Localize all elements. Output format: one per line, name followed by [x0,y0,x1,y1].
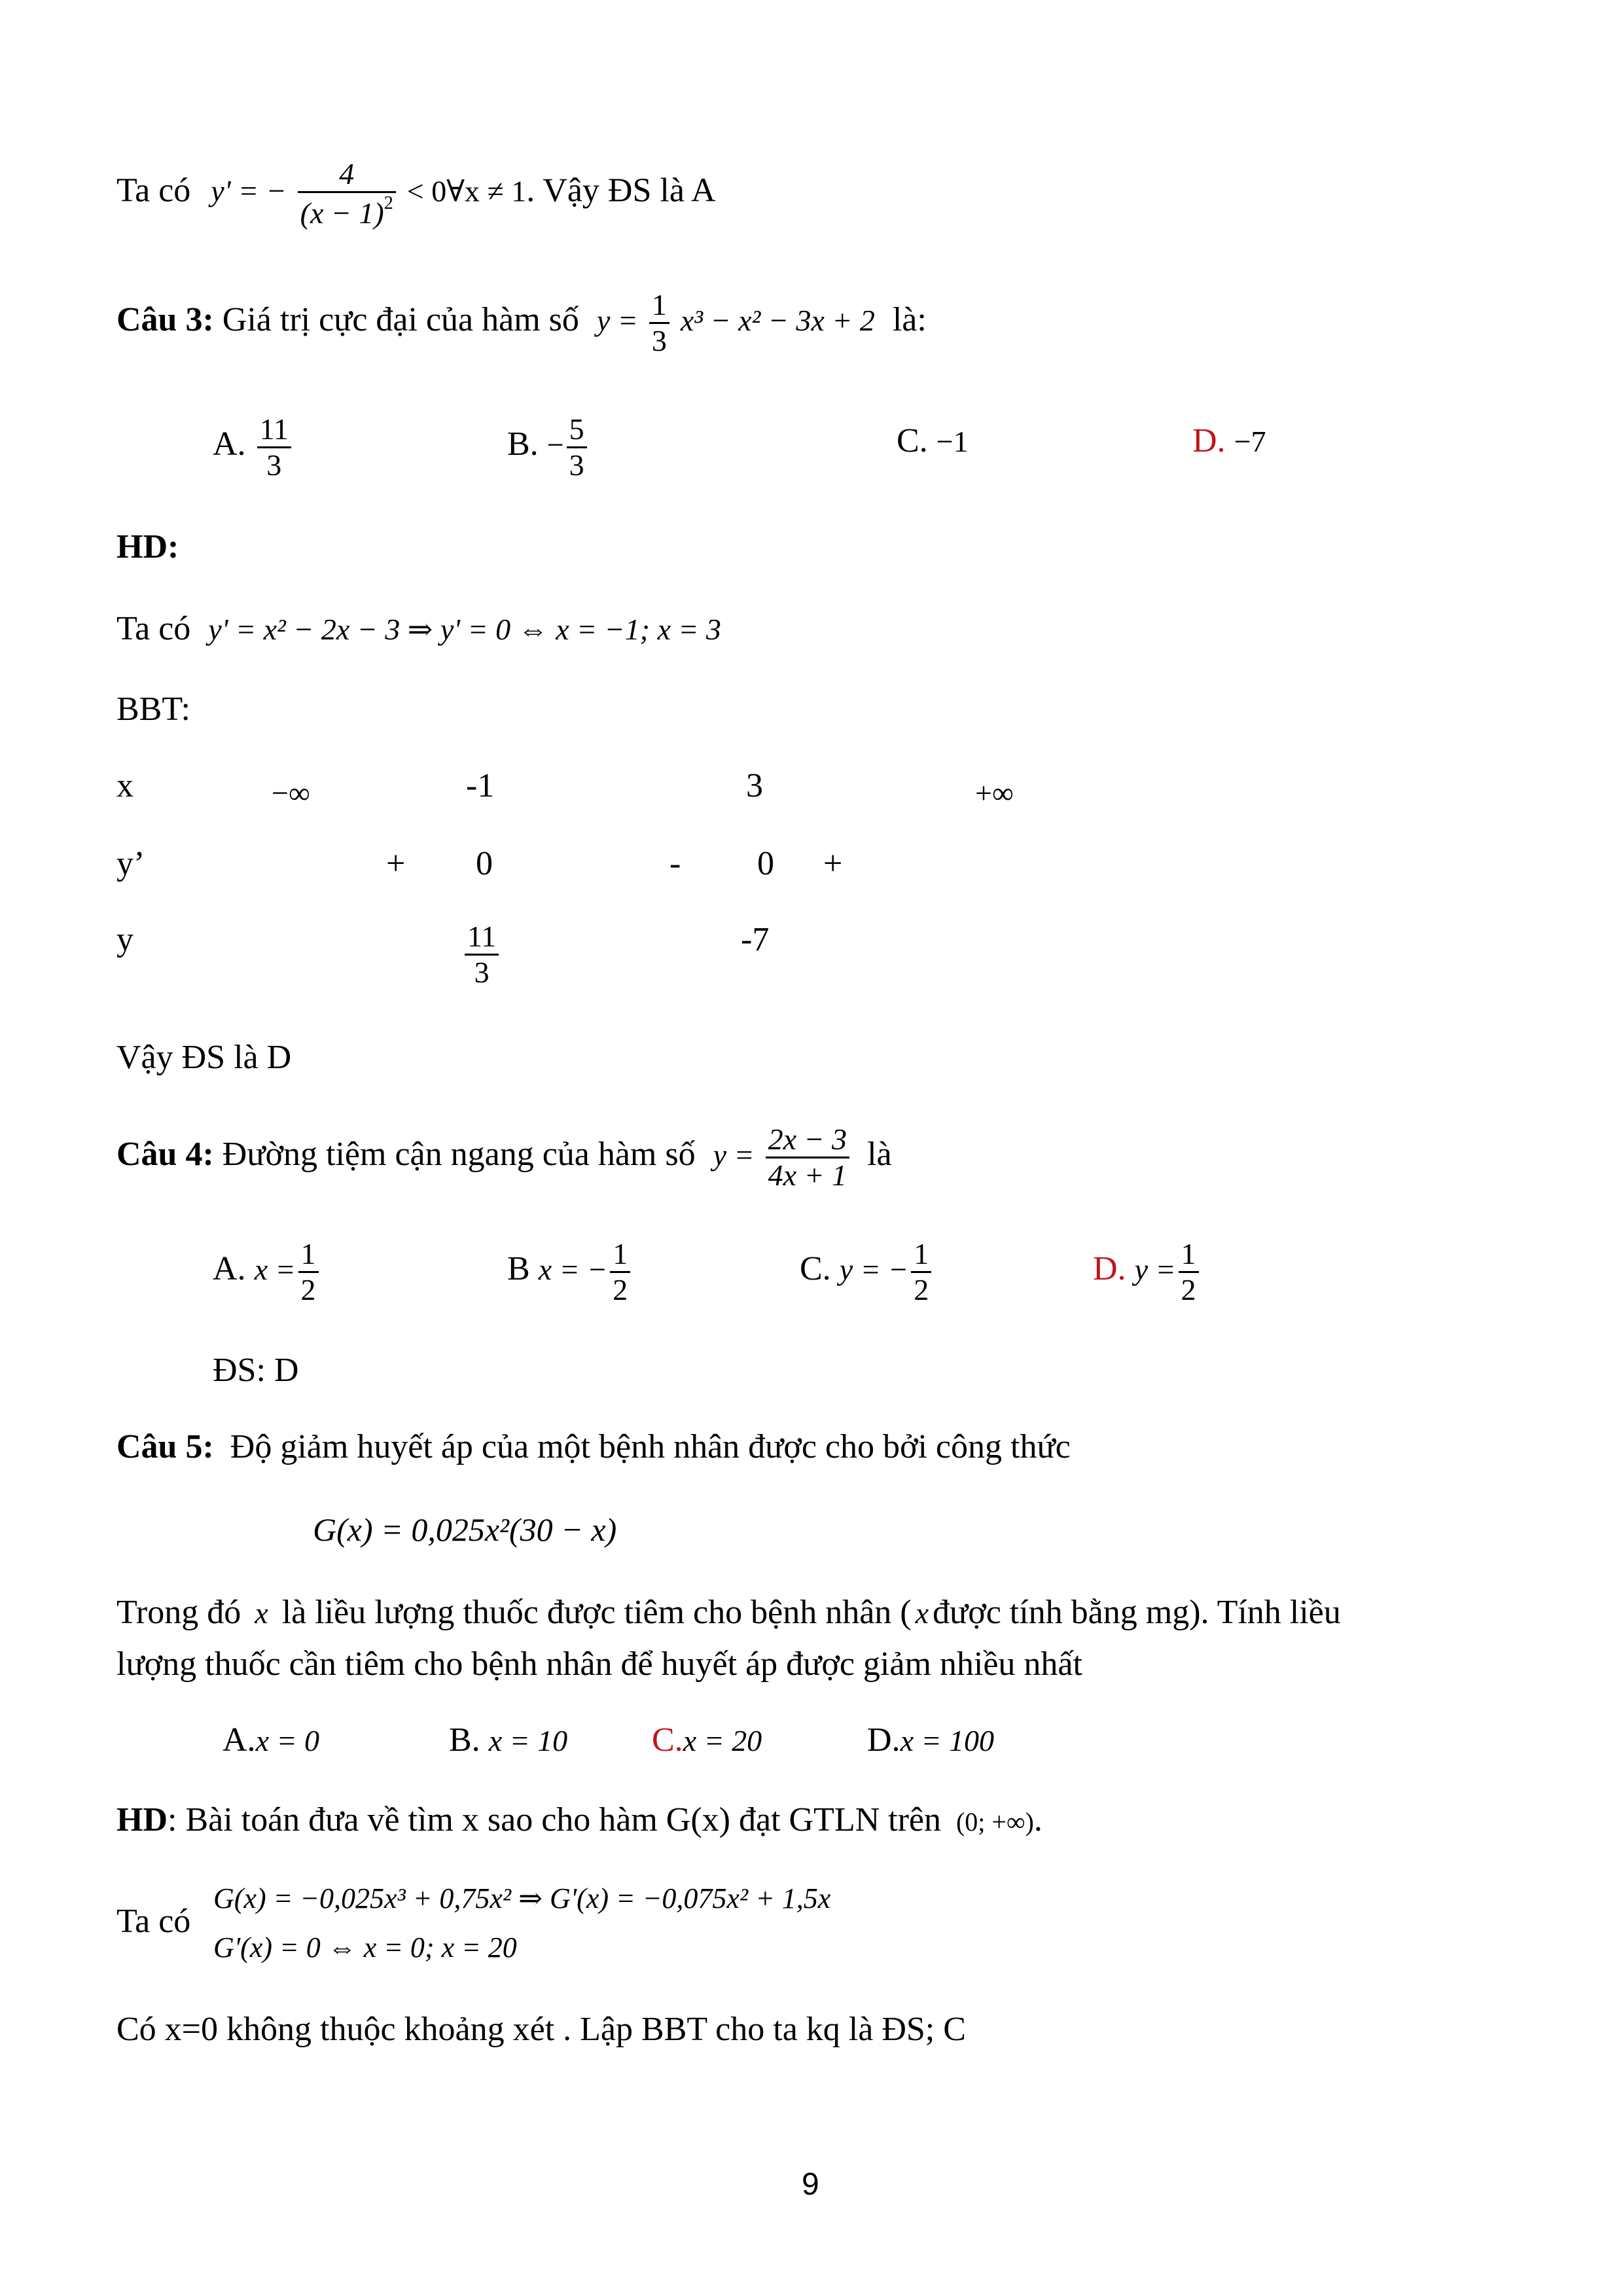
q3-option-d-value: −7 [1234,425,1266,458]
q5-paragraph-line2: lượng thuốc cần tiêm cho bệnh nhân để huyết áp được giảm nhiều nhất [116,1645,1082,1683]
table-y-max-num: 11 [465,920,499,956]
intro-frac-num: 4 [298,157,396,193]
table-x-v1: -1 [466,767,495,804]
q5-deriv-line2: G'(x) = 0 ⇔ x = 0; x = 20 [213,1931,517,1964]
table-zero-1: 0 [476,845,493,882]
table-sign-1: + [386,845,406,882]
intro-prefix: Ta có [116,171,191,209]
table-y-label: y [116,921,134,958]
q4-func-den: 4x + 1 [768,1158,847,1192]
q4-func-lhs: y = [713,1138,755,1172]
q4-option-a-lhs: x = [254,1252,296,1286]
table-zero-2: 0 [757,845,774,882]
q4-option-c [800,1237,934,1306]
q4-func-fraction [766,1122,849,1192]
q3-option-b [507,412,590,482]
q5-paragraph-line1 [116,1596,1341,1630]
q5-option-a-letter: A. [223,1721,256,1759]
q3-option-a-fraction [257,412,291,482]
table-sign-2: - [669,845,681,882]
q4-option-a-letter: A. [213,1249,246,1287]
q3-option-c-value: −1 [936,425,969,458]
q4-option-c-letter: C. [800,1249,831,1287]
q4-option-c-den: 2 [914,1272,929,1306]
q5-statement [116,1430,1071,1464]
q4-option-d-lhs: y = [1134,1252,1176,1286]
q5-option-c-value: x = 20 [683,1724,762,1757]
q3-option-c-letter: C. [897,422,928,459]
q5-option-d-letter: D. [867,1721,901,1759]
q5-option-d [867,1723,994,1757]
q4-option-c-num: 1 [911,1237,931,1273]
q4-label: Câu 4: [116,1135,214,1173]
q3-func-fraction [649,288,669,357]
q3-option-b-letter: B. [507,425,539,463]
q3-derivative: y' = x² − 2x − 3 ⇒ y' = 0 ⇔ x = −1; x = 3 [208,613,721,646]
q4-option-b-lhs: x = − [538,1252,608,1286]
q4-option-a-num: 1 [298,1237,319,1273]
q4-option-d-letter: D. [1093,1249,1126,1287]
q4-answer: ĐS: D [213,1352,299,1389]
q5-text: Độ giảm huyết áp của một bệnh nhân được cho bởi công thức [230,1428,1071,1465]
q5-option-a-value: x = 0 [255,1724,320,1757]
q4-option-a [213,1237,321,1306]
q4-option-a-fraction [298,1237,319,1306]
q3-func-lhs: y = [596,303,638,337]
q5-hd-label: HD [116,1801,168,1839]
q3-option-a-letter: A. [213,425,246,463]
table-y-min: -7 [741,921,770,958]
q3-deriv-prefix: Ta có [116,610,191,647]
q4-option-b-den: 2 [613,1272,628,1306]
q4-option-c-fraction [911,1237,931,1306]
q5-option-c [652,1723,762,1757]
q4-option-d [1093,1237,1202,1306]
q3-text-end: là: [892,300,927,338]
q3-bbt-label: BBT: [116,691,190,728]
q5-hd-text: : Bài toán đưa về tìm x sao cho hàm G(x) đạt GTLN trên [168,1801,941,1839]
q5-option-a [223,1723,319,1757]
table-y-max-fraction [465,920,499,989]
table-neg-inf: −∞ [272,776,310,810]
q3-option-d-letter: D. [1192,422,1226,459]
q3-option-a-num: 11 [257,412,291,448]
q4-option-b-fraction [610,1237,630,1306]
table-x-v2: 3 [746,767,763,804]
q3-func-frac-den: 3 [651,323,667,357]
q5-option-c-letter: C. [652,1721,683,1759]
intro-frac-den: (x − 1) [300,196,384,230]
intro-fraction [298,157,396,230]
q3-option-b-fraction [567,412,587,482]
q3-derivative-line [116,612,721,646]
q3-option-b-den: 3 [569,448,584,482]
q4-option-a-den: 2 [300,1272,316,1306]
q4-option-c-lhs: y = − [839,1252,909,1286]
q4-option-d-num: 1 [1179,1237,1199,1273]
q4-option-b-num: 1 [610,1237,630,1273]
intro-formula-left: y' = − [211,174,287,208]
q5-option-b-letter: B. [449,1721,480,1759]
q3-label: Câu 3: [116,300,214,338]
q5-option-b [449,1723,567,1757]
q5-conclusion: Có x=0 không thuộc khoảng xét . Lập BBT cho ta kq là ĐS; C [116,2011,966,2048]
q3-text: Giá trị cực đại của hàm số [222,300,579,338]
q4-statement [116,1122,892,1192]
q4-option-d-den: 2 [1181,1272,1196,1306]
table-y-max [462,920,501,989]
q5-hd-end: . [1033,1801,1043,1839]
q4-text-end: là [867,1135,892,1173]
q4-func-num: 2x − 3 [766,1122,849,1158]
q5-label: Câu 5: [116,1428,214,1465]
q3-option-a-den: 3 [266,448,282,482]
q3-option-b-num: 5 [567,412,587,448]
q5-para-a: Trong đó [116,1594,241,1631]
q4-option-b [507,1237,633,1306]
q5-hd-interval: (0; +∞) [955,1807,1034,1837]
q5-option-d-value: x = 100 [900,1724,995,1757]
q3-func-frac-num: 1 [649,288,669,324]
q5-para-c: được tính bằng mg). Tính liều [933,1594,1341,1631]
q3-statement [116,288,927,357]
q5-deriv-prefix: Ta có [116,1903,191,1940]
q3-func-rest: x³ − x² − 3x + 2 [680,303,875,337]
q5-hd-line [116,1803,1043,1837]
q3-hd-label: HD: [116,528,179,565]
q3-option-c [897,424,969,458]
q3-conclusion: Vậy ĐS là D [116,1039,292,1076]
q5-option-b-value: x = 10 [488,1724,568,1757]
q5-deriv-line1: G(x) = −0,025x³ + 0,75x² ⇒ G'(x) = −0,075x² + 1,5x [213,1882,831,1914]
q4-option-d-fraction [1179,1237,1199,1306]
intro-line [116,157,716,230]
q5-para-var2: x [915,1596,929,1630]
q4-option-b-letter: B [507,1249,530,1287]
table-sign-3: + [823,845,843,882]
table-y-max-den: 3 [474,955,490,989]
table-x-label: x [116,767,134,804]
q3-option-b-sign: − [546,427,564,461]
intro-formula-right: < 0∀x ≠ 1 [406,174,527,208]
q5-para-var: x [255,1596,268,1630]
q4-text: Đường tiệm cận ngang của hàm số [222,1135,696,1173]
page-number: 9 [802,2167,819,2202]
q5-para-b: là liều lượng thuốc được tiêm cho bệnh nhân ( [281,1594,912,1631]
q3-option-d [1192,424,1266,458]
intro-frac-den-exp: 2 [383,192,393,213]
q3-option-a [213,412,294,482]
intro-suffix: . Vậy ĐS là A [526,171,716,209]
table-pos-inf: +∞ [975,776,1014,810]
table-yprime-label: y’ [116,845,145,882]
q5-formula: G(x) = 0,025x²(30 − x) [313,1511,617,1548]
